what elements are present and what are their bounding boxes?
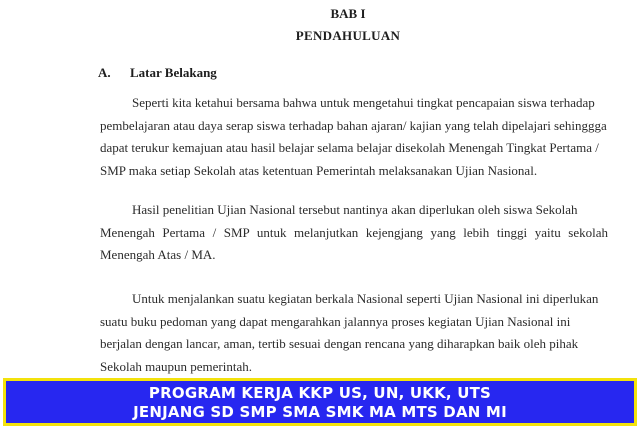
paragraph-2 <box>100 199 608 267</box>
paragraph-line: Menengah Atas / MA. <box>100 247 216 262</box>
paragraph-line: Menengah Pertama / SMP untuk melanjutkan kejengjang yang lebih tinggi yaitu sekolah <box>100 224 608 240</box>
title-banner <box>3 378 637 426</box>
paragraph-line: Seperti kita ketahui bersama bahwa untuk mengetahui tingkat pencapaian siswa terhadap <box>132 95 595 110</box>
paragraph-line: Untuk menjalankan suatu kegiatan berkala Nasional seperti Ujian Nasional ini diperlukan <box>132 291 599 306</box>
paragraph-1 <box>100 92 608 182</box>
paragraph-line: berjalan dengan lancar, aman, tertib sesuai dengan rencana yang diharapkan baik oleh pihak <box>100 336 579 351</box>
banner-line-1: PROGRAM KERJA KKP US, UN, UKK, UTS <box>148 384 492 402</box>
paragraph-line: dapat terukur kemajuan atau hasil belajar selama belajar disekolah Menengah Tingkat Pertama / <box>100 140 599 155</box>
paragraph-line: pembelajaran atau daya serap siswa terhadap bahan ajaran/ kajian yang telah dipelajari sehinggga <box>100 117 607 133</box>
paragraph-line: suatu buku pedoman yang dapat mengarahkan jalannya proses kegiatan Ujian Nasional ini <box>100 313 571 329</box>
paragraph-line: SMP maka setiap Sekolah atas ketentuan Pemerintah melaksanakan Ujian Nasional. <box>100 162 538 178</box>
section-heading <box>98 65 217 81</box>
section-title: Latar Belakang <box>130 65 217 80</box>
chapter-title: PENDAHULUAN <box>295 28 401 43</box>
paragraph-line: Sekolah maupun pemerintah. <box>100 358 252 374</box>
paragraph-3 <box>100 288 608 378</box>
chapter-number: BAB I <box>330 6 366 21</box>
section-letter: A. <box>98 65 111 80</box>
paragraph-line: Hasil penelitian Ujian Nasional tersebut nantinya akan diperlukan oleh siswa Sekolah <box>132 202 578 217</box>
banner-line-2: JENJANG SD SMP SMA SMK MA MTS DAN MI <box>133 403 507 421</box>
